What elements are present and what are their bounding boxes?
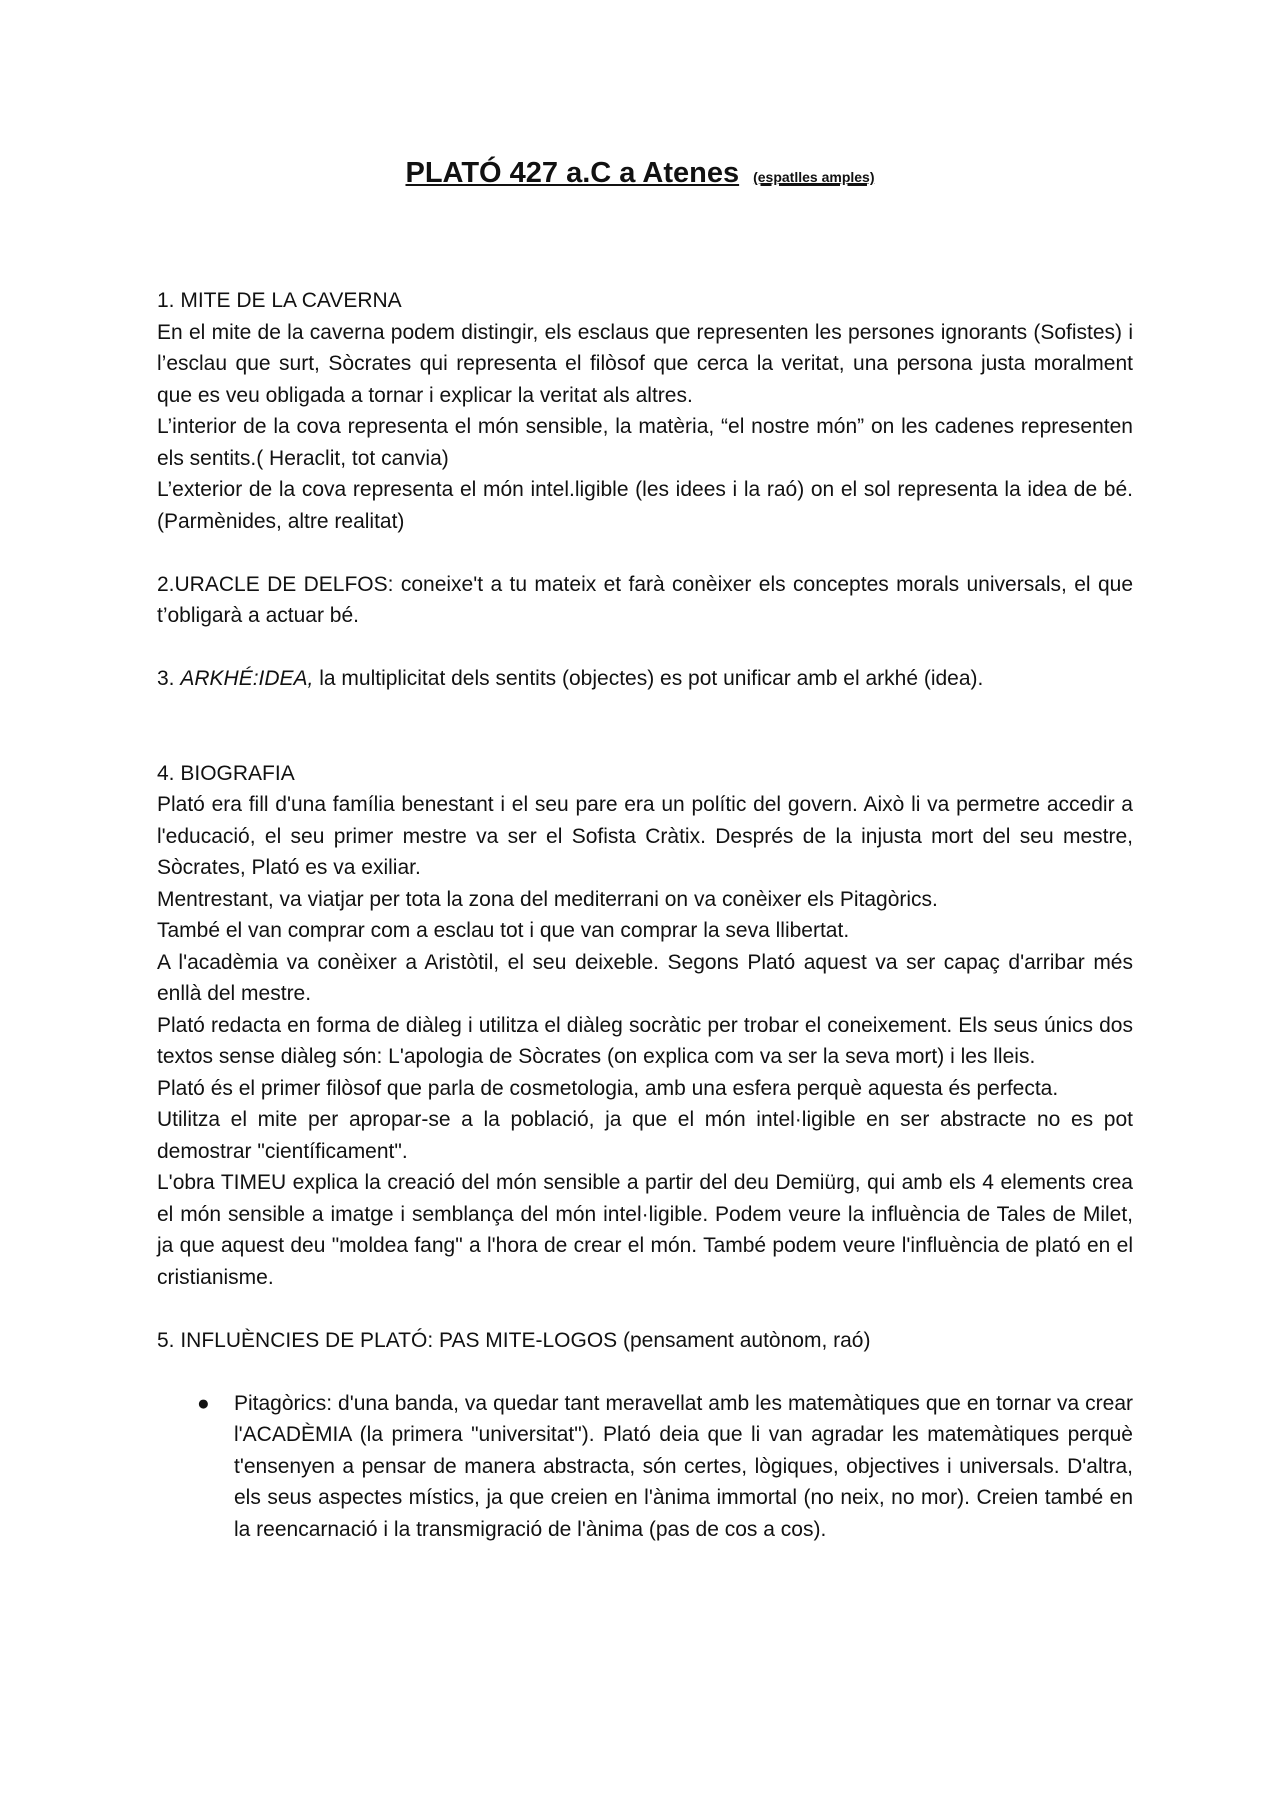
document-body <box>157 285 1133 1545</box>
section-3-text <box>157 663 1133 695</box>
section-4-heading: 4. BIOGRAFIA <box>157 761 295 785</box>
section-1-heading: 1. MITE DE LA CAVERNA <box>157 289 402 312</box>
section-3-prefix: 3. <box>157 667 181 690</box>
bullet-icon: ● <box>197 1391 210 1415</box>
section-4-paragraph: Mentrestant, va viatjar per tota la zona del mediterrani on va conèixer els Pitagòrics. <box>157 887 938 911</box>
title-main: PLATÓ 427 a.C a Atenes <box>405 157 740 189</box>
section-4-paragraph: Utilitza el mite per apropar-se a la població, ja que el món intel·ligible en ser abstracte no es pot demostrar "científicament". <box>157 1108 1133 1163</box>
spacer <box>157 632 1133 664</box>
section-4-paragraph: Plató era fill d'una família benestant i el seu pare era un polític del govern. Això li va permetre accedir a l'educació, el seu primer mestre va ser el Sofista Cràtix. Després de la injusta mort del seu mestre, Sòcrates, Plató es va exiliar. <box>157 793 1133 879</box>
section-5-bullet-list <box>157 1388 1133 1546</box>
section-3-rest: la multiplicitat dels sentits (objectes) es pot unificar amb el arkhé (idea). <box>313 667 984 690</box>
spacer <box>157 726 1133 758</box>
section-1-paragraph-2: L’interior de la cova representa el món sensible, la matèria, “el nostre món” on les cadenes representen els sentits.( Heraclit, tot canvia) <box>157 415 1133 470</box>
section-2-text: 2.URACLE DE DELFOS: coneixe't a tu mateix et farà conèixer els conceptes morals universals, el que t’obligarà a actuar bé. <box>157 572 1133 627</box>
section-1-paragraph-1: En el mite de la caverna podem distingir, els esclaus que representen les persones ignorants (Sofistes) i l’esclau que surt, Sòcrates qui representa el filòsof que cerca la veritat, una persona justa moralment que es veu obligada a tornar i explicar la veritat als altres. <box>157 320 1133 407</box>
section-3-italic: ARKHÉ:IDEA, <box>180 667 314 690</box>
list-item <box>157 1388 1133 1546</box>
section-4-paragraph: A l'acadèmia va conèixer a Aristòtil, el seu deixeble. Segons Plató aquest va ser capaç d'arribar més enllà del mestre. <box>157 950 1133 1005</box>
spacer <box>157 1356 1133 1388</box>
spacer <box>157 537 1133 569</box>
section-5-heading: 5. INFLUÈNCIES DE PLATÓ: PAS MITE-LOGOS (pensament autònom, raó) <box>157 1328 871 1352</box>
section-1-paragraph-3: L’exterior de la cova representa el món intel.ligible (les idees i la raó) on el sol representa la idea de bé.(Parmènides, altre realitat) <box>157 478 1133 533</box>
section-4-paragraph: Plató és el primer filòsof que parla de cosmetologia, amb una esfera perquè aquesta és perfecta. <box>157 1076 1059 1100</box>
section-4-paragraph: L'obra TIMEU explica la creació del món sensible a partir del deu Demiürg, qui amb els 4 elements crea el món sensible a imatge i semblança del món intel·ligible. Podem veure la influència de Tales de Milet, ja que aquest deu "moldea fang" a l'hora de crear el món. També podem veure l'influència de plató en el cristianisme. <box>157 1171 1133 1289</box>
section-4-paragraph: Plató redacta en forma de diàleg i utilitza el diàleg socràtic per trobar el coneixement. Els seus únics dos textos sense diàleg són: L'apologia de Sòcrates (on explica com va ser la seva mort) i les lleis. <box>157 1013 1133 1068</box>
spacer <box>157 695 1133 727</box>
title-subtitle: (espatlles amples) <box>753 169 875 185</box>
spacer <box>157 1293 1133 1325</box>
list-item-text: Pitagòrics: d'una banda, va quedar tant meravellat amb les matemàtiques que en tornar va crear l'ACADÈMIA (la primera "universitat"). Plató deia que li van agradar les matemàtiques perquè t'ensenyen a pensar de manera abstracta, són certes, lògiques, objectives i universals. D'altra, els seus aspectes místics, ja que creien en l'ànima immortal (no neix, no mor). Creien també en la reencarnació i la transmigració de l'ànima (pas de cos a cos). <box>234 1391 1133 1541</box>
document-title <box>0 155 1280 195</box>
section-4-paragraph: També el van comprar com a esclau tot i que van comprar la seva llibertat. <box>157 919 850 942</box>
